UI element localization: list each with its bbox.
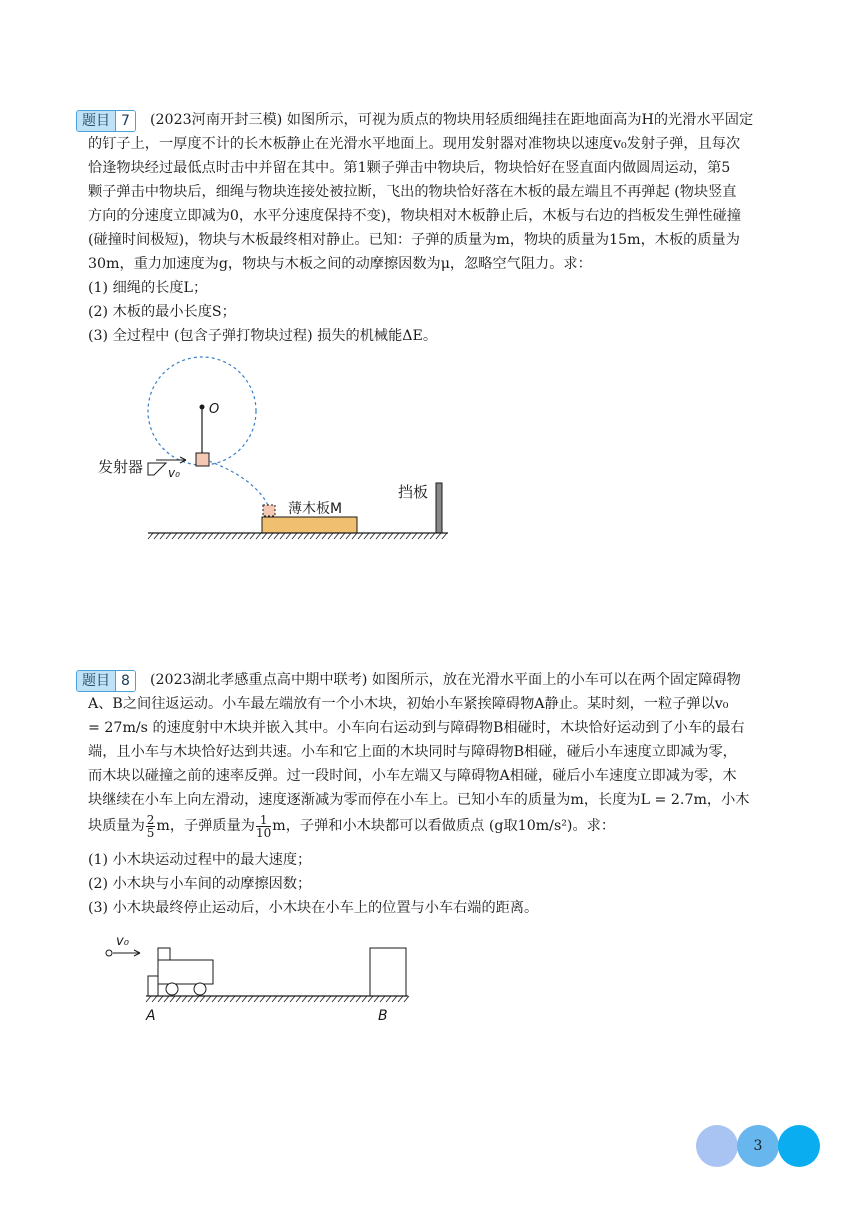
hatch-mark xyxy=(188,996,193,1002)
fraction-two-fifths xyxy=(146,814,156,839)
hatch-mark xyxy=(200,996,205,1002)
hatch-mark xyxy=(358,533,363,539)
cart-wheel xyxy=(166,983,178,995)
hatch-mark xyxy=(314,996,319,1002)
hatch-mark xyxy=(284,996,289,1002)
hatch-mark xyxy=(308,996,313,1002)
baffle-label: 挡板 xyxy=(398,483,429,501)
hatch-mark xyxy=(374,996,379,1002)
hatch-mark xyxy=(344,996,349,1002)
hatch-mark xyxy=(442,533,447,539)
problem-tag-label: 题目 xyxy=(77,111,115,131)
hatch-mark xyxy=(356,996,361,1002)
hatch-mark xyxy=(310,533,315,539)
cart-body xyxy=(158,960,213,984)
problem-text-line: (碰撞时间极短)，物块与木板最终相对静止。已知：子弹的质量为m，物块的质量为15m，木板的质量为 xyxy=(88,232,740,248)
hatch-mark xyxy=(404,996,409,1002)
hatch-mark xyxy=(278,996,283,1002)
problem-text-line: (2023湖北孝感重点高中期中联考) 如图所示，放在光滑水平面上的小车可以在两个固定障碍物 xyxy=(150,672,741,688)
hatch-mark xyxy=(220,533,225,539)
problem-text-line: A、B之间往返运动。小车最左端放有一个小木块，初始小车紧挨障碍物A静止。某时刻，一粒子弹以v₀ xyxy=(88,696,729,712)
hatch-mark xyxy=(298,533,303,539)
hatch-mark xyxy=(148,533,153,539)
problem-text-line: = 27m/s 的速度射中木块并嵌入其中。小车向右运动到与障碍物B相碰时，木块恰好运动到了小车的最右 xyxy=(88,720,745,736)
problem-7-figure xyxy=(90,355,470,545)
ground-hatching xyxy=(148,533,447,539)
trajectory-path xyxy=(209,461,269,510)
hatch-mark xyxy=(166,533,171,539)
hatch-mark xyxy=(260,996,265,1002)
hatch-mark xyxy=(316,533,321,539)
page-number: 3 xyxy=(753,1138,763,1154)
hatch-mark xyxy=(382,533,387,539)
hatch-mark xyxy=(152,996,157,1002)
hatch-mark xyxy=(182,996,187,1002)
hatch-mark xyxy=(190,533,195,539)
baffle xyxy=(436,483,442,533)
obstacle-b-label: B xyxy=(378,1008,388,1024)
obstacle-a xyxy=(148,976,158,996)
hatch-mark xyxy=(218,996,223,1002)
hatch-mark xyxy=(280,533,285,539)
hatch-mark xyxy=(418,533,423,539)
problem-text-line: (2023河南开封三模) 如图所示，可视为质点的物块用轻质细绳挂在距地面高为H的光滑水平固定 xyxy=(150,112,754,128)
hatch-mark xyxy=(328,533,333,539)
hatch-mark xyxy=(146,996,151,1002)
hatch-mark xyxy=(262,533,267,539)
hatch-mark xyxy=(230,996,235,1002)
hatch-mark xyxy=(184,533,189,539)
question-1: (1) 细绳的长度L； xyxy=(88,280,208,296)
launcher-icon xyxy=(148,463,166,475)
hatch-mark xyxy=(394,533,399,539)
hatch-mark xyxy=(268,533,273,539)
hatch-mark xyxy=(242,996,247,1002)
hatch-mark xyxy=(170,996,175,1002)
hatch-mark xyxy=(338,996,343,1002)
hatch-mark xyxy=(340,533,345,539)
hatch-mark xyxy=(386,996,391,1002)
problem-tag-number: 7 xyxy=(115,111,135,131)
hatch-mark xyxy=(172,533,177,539)
hatch-mark xyxy=(364,533,369,539)
hatch-mark xyxy=(196,533,201,539)
hatch-mark xyxy=(232,533,237,539)
velocity-label: v₀ xyxy=(168,466,180,480)
hatch-mark xyxy=(158,996,163,1002)
problem-tag-label: 题目 xyxy=(77,671,115,691)
bullet xyxy=(106,950,112,956)
hatch-mark xyxy=(424,533,429,539)
hatch-mark xyxy=(398,996,403,1002)
hatch-mark xyxy=(412,533,417,539)
question-2: (2) 小木块与小车间的动摩擦因数； xyxy=(88,876,312,892)
hatch-mark xyxy=(322,533,327,539)
hatch-mark xyxy=(430,533,435,539)
hatch-mark xyxy=(296,996,301,1002)
hatch-mark xyxy=(160,533,165,539)
hatch-mark xyxy=(436,533,441,539)
hatch-mark xyxy=(334,533,339,539)
hatch-mark xyxy=(286,533,291,539)
problem-text-line: 30m，重力加速度为g，物块与木板之间的动摩擦因数为μ，忽略空气阻力。求： xyxy=(88,256,592,272)
question-1: (1) 小木块运动过程中的最大速度； xyxy=(88,852,312,868)
problem-8-figure xyxy=(96,928,426,1028)
hatch-mark xyxy=(292,533,297,539)
launcher-label: 发射器 xyxy=(98,458,144,476)
velocity-label: v₀ xyxy=(116,934,129,949)
hatch-mark xyxy=(400,533,405,539)
pager-circle-current xyxy=(737,1125,779,1167)
problem-text-line: 端，且小车与木块恰好达到共速。小车和它上面的木块同时与障碍物B相碰，碰后小车速度立即减为零， xyxy=(88,744,737,760)
hatch-mark xyxy=(224,996,229,1002)
hatch-mark xyxy=(406,533,411,539)
hatch-mark xyxy=(272,996,277,1002)
text-fragment: 块质量为 xyxy=(88,818,145,834)
hatch-mark xyxy=(370,533,375,539)
hatch-mark xyxy=(248,996,253,1002)
pager-circle-right xyxy=(778,1125,820,1167)
problem-text-line: 恰逢物块经过最低点时击中并留在其中。第1颗子弹击中物块后，物块恰好在竖直面内做圆周运动，第5 xyxy=(88,160,731,176)
hanging-block xyxy=(196,453,209,466)
cart-wheel xyxy=(194,983,206,995)
hatch-mark xyxy=(256,533,261,539)
problem-text-line: 的钉子上，一厚度不计的长木板静止在光滑水平地面上。现用发射器对准物块以速度v₀发射子弹，且每次 xyxy=(88,136,741,152)
hatch-mark xyxy=(206,996,211,1002)
hatch-mark xyxy=(388,533,393,539)
hatch-mark xyxy=(380,996,385,1002)
fraction-numerator: 1 xyxy=(256,814,271,827)
ground-hatching xyxy=(146,996,409,1002)
hatch-mark xyxy=(164,996,169,1002)
hatch-mark xyxy=(304,533,309,539)
hatch-mark xyxy=(178,533,183,539)
hatch-mark xyxy=(392,996,397,1002)
pivot-label: O xyxy=(209,402,220,417)
pager-circle-left xyxy=(696,1125,738,1167)
small-wood-block xyxy=(158,948,170,960)
problem-text-line-fractions xyxy=(88,812,615,840)
problem-tag-number: 8 xyxy=(115,671,135,691)
hatch-mark xyxy=(236,996,241,1002)
board-label: 薄木板M xyxy=(288,501,343,517)
question-3: (3) 全过程中 (包含子弹打物块过程) 损失的机械能ΔE。 xyxy=(88,328,438,344)
fraction-numerator: 2 xyxy=(146,812,155,827)
hatch-mark xyxy=(214,533,219,539)
hatch-mark xyxy=(238,533,243,539)
question-2: (2) 木板的最小长度S； xyxy=(88,304,236,320)
fraction-denominator: 10 xyxy=(256,825,272,840)
hatch-mark xyxy=(254,996,259,1002)
hatch-mark xyxy=(194,996,199,1002)
hatch-mark xyxy=(326,996,331,1002)
hatch-mark xyxy=(368,996,373,1002)
problem-text-line: 而木块以碰撞之前的速率反弹。过一段时间，小车左端又与障碍物A相碰，碰后小车速度立即减为零，木 xyxy=(88,768,737,784)
hatch-mark xyxy=(362,996,367,1002)
hatch-mark xyxy=(266,996,271,1002)
fraction-one-tenth xyxy=(256,814,271,839)
hatch-mark xyxy=(352,533,357,539)
hatch-mark xyxy=(244,533,249,539)
problem-tag xyxy=(76,110,136,132)
text-fragment: m，子弹和小木块都可以看做质点 (g取10m/s²)。求： xyxy=(272,818,616,834)
hatch-mark xyxy=(376,533,381,539)
problem-text-line: 块继续在小车上向左滑动，速度逐渐减为零而停在小车上。已知小车的质量为m，长度为L = 2.7m，小木 xyxy=(88,792,750,808)
hatch-mark xyxy=(226,533,231,539)
wooden-board xyxy=(262,517,357,533)
hatch-mark xyxy=(346,533,351,539)
hatch-mark xyxy=(302,996,307,1002)
hatch-mark xyxy=(202,533,207,539)
hatch-mark xyxy=(250,533,255,539)
hatch-mark xyxy=(350,996,355,1002)
fraction-denominator: 5 xyxy=(146,825,155,840)
hatch-mark xyxy=(332,996,337,1002)
hatch-mark xyxy=(154,533,159,539)
hatch-mark xyxy=(320,996,325,1002)
hatch-mark xyxy=(274,533,279,539)
problem-text-line: 方向的分速度立即减为0，水平分速度保持不变)，物块相对木板静止后，木板与右边的挡板发生弹性碰撞 xyxy=(88,208,742,224)
hatch-mark xyxy=(290,996,295,1002)
text-fragment: m，子弹质量为 xyxy=(156,818,255,834)
landing-block xyxy=(263,505,275,516)
hatch-mark xyxy=(212,996,217,1002)
problem-tag xyxy=(76,670,136,692)
hatch-mark xyxy=(208,533,213,539)
hatch-mark xyxy=(176,996,181,1002)
obstacle-a-label: A xyxy=(146,1008,156,1024)
question-3: (3) 小木块最终停止运动后，小木块在小车上的位置与小车右端的距离。 xyxy=(88,900,539,916)
obstacle-b xyxy=(370,948,406,996)
problem-text-line: 颗子弹击中物块后，细绳与物块连接处被拉断，飞出的物块恰好落在木板的最左端且不再弹起 (物块竖直 xyxy=(88,184,737,200)
